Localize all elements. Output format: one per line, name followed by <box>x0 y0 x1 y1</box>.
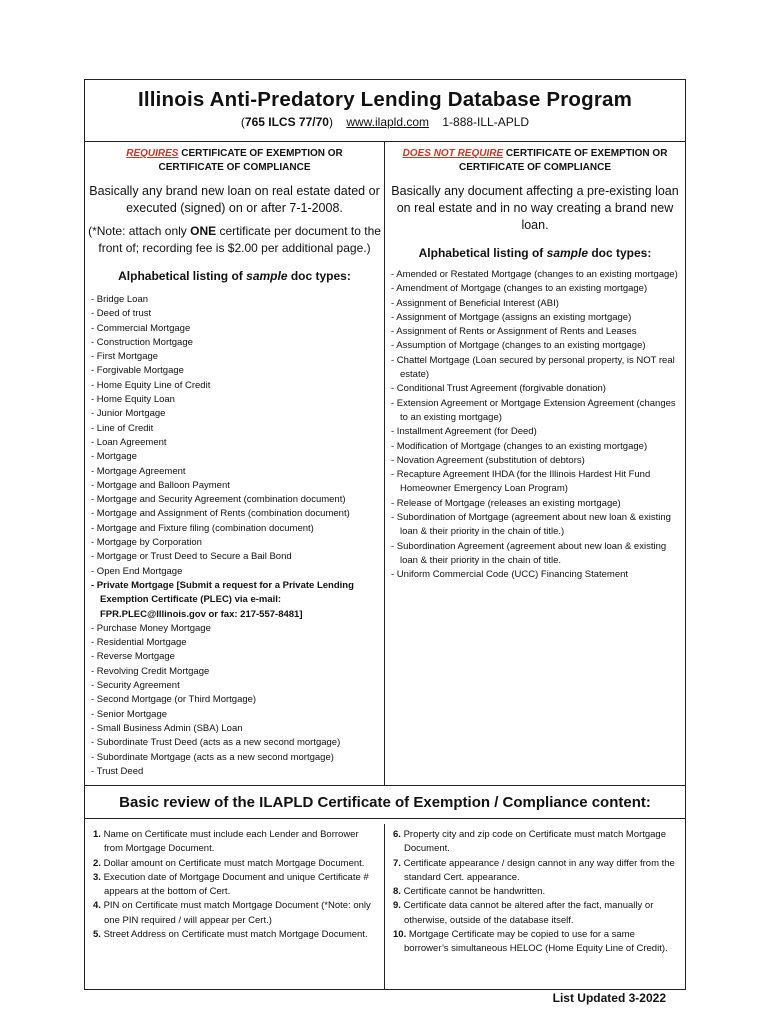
list-item: - First Mortgage <box>91 351 159 363</box>
requires-heading <box>85 147 384 175</box>
list-item: - Commercial Mortgage <box>91 322 191 334</box>
list-item: - Mortgage Agreement <box>91 465 186 477</box>
list-item: - Subordination Agreement (agreement about new loan & existing loan & their priority in the chain of title. <box>391 540 667 566</box>
list-item: - Mortgage and Fixture filing (combination document) <box>91 522 314 534</box>
doc-type-columns <box>85 142 685 786</box>
review-item <box>393 828 679 857</box>
list-item: - Subordination of Mortgage (agreement about new loan & existing loan & their priority in the chain of title.) <box>391 512 671 538</box>
review-item-number: 2. <box>93 857 101 869</box>
private-mortgage-item: - Private Mortgage [Submit a request for a Private Lending Exemption Certificate (PLEC) via e-mail: FPR.PLEC@Illinois.gov or fax: 217-557-8481] <box>91 579 354 620</box>
review-item-text: Certificate cannot be handwritten. <box>400 886 546 898</box>
list-item: - Second Mortgage (or Third Mortgage) <box>91 694 257 706</box>
list-item: - Assumption of Mortgage (changes to an existing mortgage) <box>391 340 646 352</box>
list-item: - Recapture Agreement IHDA (for the Illinois Hardest Hit Fund Homeowner Emergency Loan Program) <box>391 469 651 495</box>
review-left-column <box>85 824 385 989</box>
list-item: - Subordinate Trust Deed (acts as a new second mortgage) <box>91 737 341 749</box>
review-item-number: 6. <box>393 829 401 840</box>
dnr-heading-rest: CERTIFICATE OF EXEMPTION OR <box>503 148 668 159</box>
review-item-text: Name on Certificate must include each Lender and Borrower from Mortgage Document. <box>100 829 359 855</box>
alpha-post: doc types: <box>588 246 652 260</box>
review-item-number: 10. <box>393 929 407 941</box>
review-item-number: 1. <box>93 829 101 840</box>
review-item-number: 5. <box>93 929 101 941</box>
requires-list <box>85 293 384 779</box>
list-item: - Mortgage and Assignment of Rents (combination document) <box>91 508 350 520</box>
list-item: - Mortgage by Corporation <box>91 537 202 549</box>
review-item-number: 3. <box>93 871 101 883</box>
review-list-left <box>85 828 384 942</box>
review-item-text: Street Address on Certificate must match Mortgage Document. <box>100 929 368 941</box>
list-item: - Revolving Credit Mortgage <box>91 665 210 677</box>
alpha-pre: Alphabetical listing of <box>118 269 247 283</box>
review-item <box>93 899 378 928</box>
review-right-column <box>385 824 685 989</box>
review-title: Basic review of the ILAPLD Certificate of Exemption / Compliance content: <box>85 794 685 819</box>
review-item <box>393 857 679 886</box>
review-item <box>93 871 378 900</box>
list-item: - Modification of Mortgage (changes to an existing mortgage) <box>391 440 648 452</box>
note-post: certificate per document to the front of; recording fee is $2.00 per additional page.) <box>98 224 381 255</box>
list-item: - Mortgage <box>91 451 137 463</box>
list-item: - Assignment of Rents or Assignment of Rents and Leases <box>391 326 637 338</box>
does-not-require-column <box>385 142 685 785</box>
review-item-text: Property city and zip code on Certificate must match Mortgage Document. <box>400 829 667 855</box>
list-item: - Subordinate Mortgage (acts as a new second mortgage) <box>91 751 334 763</box>
review-item <box>393 885 679 899</box>
review-item <box>93 828 378 857</box>
review-item-text: PIN on Certificate must match Mortgage Document (*Note: only one PIN required / will appear per Cert.) <box>100 900 371 926</box>
document-frame <box>84 79 686 990</box>
alpha-em: sample <box>546 246 588 260</box>
does-not-require-description: Basically any document affecting a pre-existing loan on real estate and in no way creating a brand new loan. <box>391 184 679 232</box>
list-item: - Trust Deed <box>91 765 144 777</box>
list-item: - Novation Agreement (substitution of debtors) <box>391 454 585 466</box>
does-not-require-list <box>385 268 685 583</box>
review-item-number: 7. <box>393 857 401 869</box>
list-item: - Residential Mortgage <box>91 637 187 649</box>
review-item-number: 4. <box>93 900 101 912</box>
list-item: - Bridge Loan <box>91 294 149 305</box>
list-item: - Loan Agreement <box>91 436 167 448</box>
review-item <box>393 928 679 957</box>
alpha-em: sample <box>246 269 288 283</box>
list-item: - Conditional Trust Agreement (forgivable donation) <box>391 383 606 395</box>
review-section <box>85 794 685 989</box>
list-item: - Amended or Restated Mortgage (changes to an existing mortgage) <box>391 269 678 280</box>
list-item: - Installment Agreement (for Deed) <box>391 426 537 438</box>
law-close-paren: ) <box>328 115 333 129</box>
review-item-text: Certificate data cannot be altered after the fact, manually or otherwise, outside of the database itself. <box>400 900 654 926</box>
note-pre: (*Note: attach only <box>88 224 191 238</box>
does-not-require-word: DOES NOT REQUIRE <box>402 148 504 159</box>
review-item <box>93 928 378 942</box>
dnr-heading-line2: CERTIFICATE OF COMPLIANCE <box>458 162 612 173</box>
list-item: - Construction Mortgage <box>91 336 193 348</box>
review-item-number: 8. <box>393 886 401 898</box>
list-item: - Forgivable Mortgage <box>91 365 184 377</box>
alpha-pre: Alphabetical listing of <box>418 246 547 260</box>
review-list-right <box>385 828 685 957</box>
document-header <box>85 80 685 142</box>
requires-column <box>85 142 385 785</box>
alpha-post: doc types: <box>287 269 351 283</box>
requires-word: REQUIRES <box>126 148 179 159</box>
review-item-text: Certificate appearance / design cannot in any way differ from the standard Cert. appearance. <box>400 857 675 883</box>
list-item: - Uniform Commercial Code (UCC) Financing Statement <box>391 569 629 581</box>
dnr-list-heading <box>385 246 685 260</box>
list-item: - Extension Agreement or Mortgage Extension Agreement (changes to an existing mortgage) <box>391 397 676 423</box>
list-item: - Home Equity Loan <box>91 394 175 406</box>
list-item: - Small Business Admin (SBA) Loan <box>91 722 243 734</box>
list-item: - Mortgage or Trust Deed to Secure a Bail Bond <box>91 551 292 563</box>
list-item: - Chattel Mortgage (Loan secured by personal property, is NOT real estate) <box>391 354 675 381</box>
review-item-text: Mortgage Certificate may be copied to use for a same borrower’s simultaneous HELOC (Home Equity Line of Credit). <box>404 929 668 955</box>
does-not-require-heading <box>385 147 685 175</box>
list-item: - Reverse Mortgage <box>91 651 175 663</box>
note-bold: ONE <box>190 224 217 238</box>
list-item: - Mortgage and Balloon Payment <box>91 479 230 491</box>
review-item-text: Dollar amount on Certificate must match Mortgage Document. <box>100 857 365 869</box>
page-title: Illinois Anti-Predatory Lending Database Program <box>137 88 633 111</box>
list-item: - Assignment of Mortgage (assigns an existing mortgage) <box>391 311 632 323</box>
list-item: - Mortgage and Security Agreement (combination document) <box>91 494 346 506</box>
review-item <box>393 899 679 928</box>
list-item: - Line of Credit <box>91 422 154 434</box>
review-item-number: 9. <box>393 900 401 912</box>
list-item: - Home Equity Line of Credit <box>91 379 211 391</box>
list-item: - Release of Mortgage (releases an existing mortgage) <box>391 497 621 509</box>
subtitle-line <box>85 115 685 129</box>
review-item-text: Execution date of Mortgage Document and unique Certificate # appears at the bottom of Cert. <box>100 871 369 898</box>
law-citation: 765 ILCS 77/70 <box>244 115 329 129</box>
document-page <box>84 79 686 987</box>
list-item: - Open End Mortgage <box>91 565 183 577</box>
law-open-paren: ( <box>240 115 245 129</box>
requires-description: Basically any brand new loan on real estate dated or executed (signed) on or after 7-1-2008. <box>89 184 380 215</box>
requires-heading-rest: CERTIFICATE OF EXEMPTION OR <box>178 148 343 159</box>
requires-list-heading <box>85 269 384 283</box>
list-item: - Purchase Money Mortgage <box>91 622 211 634</box>
list-item: - Amendment of Mortgage (changes to an existing mortgage) <box>391 283 648 295</box>
phone-number: 1-888-ILL-APLD <box>442 115 530 129</box>
list-item: - Security Agreement <box>91 680 180 692</box>
list-item: - Deed of trust <box>91 308 152 320</box>
attachment-note <box>85 223 384 257</box>
list-item: - Assignment of Beneficial Interest (ABI) <box>391 297 559 309</box>
review-item <box>93 857 378 871</box>
list-updated-date: List Updated 3-2022 <box>552 991 666 1005</box>
requires-heading-line2: CERTIFICATE OF COMPLIANCE <box>158 162 311 173</box>
website-link[interactable]: www.ilapld.com <box>346 115 430 129</box>
list-item: - Senior Mortgage <box>91 708 168 720</box>
list-item: - Junior Mortgage <box>91 408 166 420</box>
